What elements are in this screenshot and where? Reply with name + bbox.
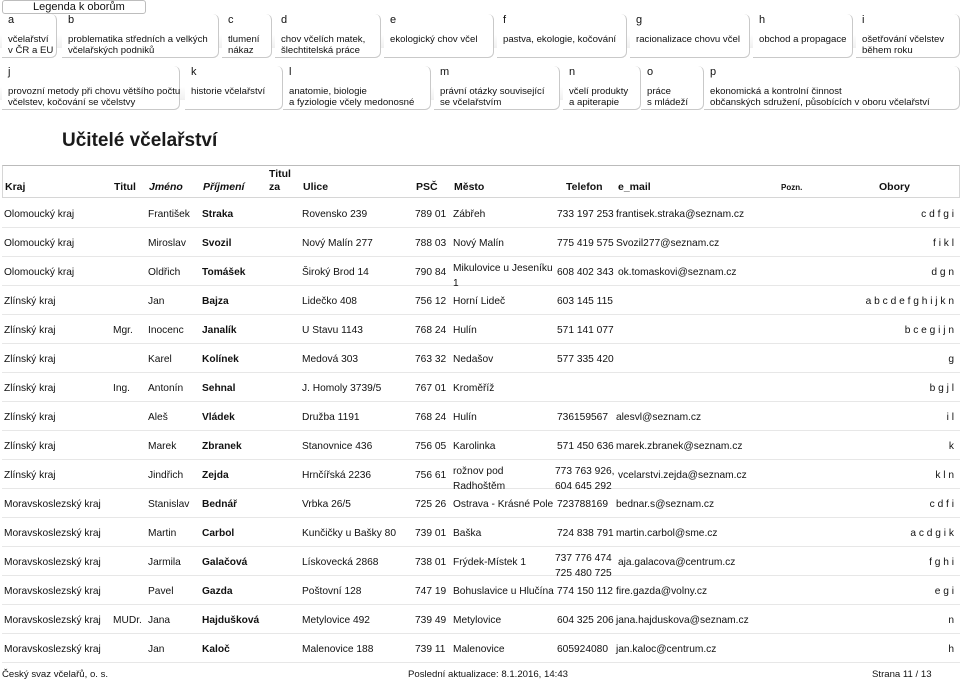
cell-mesto-line: Metylovice xyxy=(453,615,502,626)
cell-email: jana.hajduskova@seznam.cz xyxy=(616,615,749,626)
legend-text-line: ekonomická a kontrolní činnost xyxy=(710,86,842,97)
legend-text xyxy=(289,86,414,108)
cell-mesto-line: Hulín xyxy=(453,412,477,423)
legend-text xyxy=(647,86,688,108)
legend-text xyxy=(8,34,53,56)
cell-telefon-line: 571 450 636 xyxy=(557,441,614,452)
col-psc: PSČ xyxy=(416,181,438,193)
table-row xyxy=(2,489,960,518)
legend-letter: d xyxy=(281,14,288,26)
legend-text xyxy=(569,86,628,108)
cell-psc: 747 19 xyxy=(415,586,447,597)
cell-titul: Mgr. xyxy=(113,325,133,336)
footer-page-number: Strana 11 / 13 xyxy=(872,669,932,680)
cell-psc: 739 49 xyxy=(415,615,447,626)
cell-prijmeni: Zbranek xyxy=(202,441,242,452)
cell-kraj: Moravskoslezský kraj xyxy=(4,615,101,626)
legend-letter: c xyxy=(228,14,234,26)
legend-item-c xyxy=(222,14,272,58)
col-telefon: Telefon xyxy=(566,181,603,193)
legend-letter: g xyxy=(636,14,643,26)
cell-jmeno: Jana xyxy=(148,615,171,626)
legend-letter: n xyxy=(569,66,576,78)
legend-text xyxy=(710,86,930,108)
legend-letter: i xyxy=(862,14,865,26)
legend-item-f xyxy=(497,14,627,58)
cell-jmeno: Miroslav xyxy=(148,238,186,249)
cell-telefon xyxy=(557,528,614,539)
legend-text xyxy=(440,86,545,108)
cell-kraj: Zlínský kraj xyxy=(4,325,56,336)
legend-letter: h xyxy=(759,14,766,26)
cell-obory: d g n xyxy=(931,267,954,278)
cell-telefon-line: 608 402 343 xyxy=(557,267,614,278)
cell-psc: 767 01 xyxy=(415,383,447,394)
cell-mesto xyxy=(453,238,504,249)
cell-email: aja.galacova@centrum.cz xyxy=(618,557,736,568)
cell-psc: 788 03 xyxy=(415,238,447,249)
cell-mesto-line: Karolinka xyxy=(453,441,496,452)
cell-telefon-line: 604 645 292 xyxy=(555,481,612,492)
cell-telefon-line: 724 838 791 xyxy=(557,528,614,539)
cell-email: vcelarstvi.zejda@seznam.cz xyxy=(618,470,747,481)
col-titul-za-1: Titul xyxy=(269,168,291,180)
legend-text xyxy=(8,86,180,108)
legend-text-line: obchod a propagace xyxy=(759,34,847,45)
table-row xyxy=(2,402,960,431)
legend-text-line: ošetřování včelstev xyxy=(862,34,945,45)
cell-mesto xyxy=(453,383,494,394)
cell-prijmeni: Galačová xyxy=(202,557,248,568)
cell-telefon-line: 733 197 253 xyxy=(557,209,614,220)
legend-text xyxy=(503,34,616,45)
cell-email: ok.tomaskovi@seznam.cz xyxy=(618,267,737,278)
cell-telefon-line: 604 325 206 xyxy=(557,615,614,626)
cell-kraj: Olomoucký kraj xyxy=(4,238,75,249)
legend-text-line: problematika středních a velkých xyxy=(68,34,208,45)
cell-ulice: Hrnčířská 2236 xyxy=(302,470,372,481)
cell-mesto-line: Nedašov xyxy=(453,354,494,365)
cell-telefon-line: 605924080 xyxy=(557,644,608,655)
table-row xyxy=(2,431,960,460)
table-row xyxy=(2,344,960,373)
legend-text-line: ekologický chov včel xyxy=(390,34,478,45)
cell-psc: 790 84 xyxy=(415,267,447,278)
cell-ulice: Stanovnice 436 xyxy=(302,441,373,452)
col-prijmeni: Příjmení xyxy=(203,181,245,193)
cell-mesto xyxy=(453,441,495,452)
legend-text xyxy=(68,34,208,56)
legend-text-line: právní otázky související xyxy=(440,86,545,97)
table-body xyxy=(2,198,960,663)
col-pozn: Pozn. xyxy=(781,183,803,192)
cell-prijmeni: Kaloč xyxy=(202,644,230,655)
legend-item-n xyxy=(563,66,641,110)
page-title: Učitelé včelařství xyxy=(62,130,218,151)
cell-ulice: Vrbka 26/5 xyxy=(302,499,351,510)
cell-telefon xyxy=(557,296,613,307)
legend-item-b xyxy=(62,14,219,58)
col-titul-za-2: za xyxy=(269,181,281,193)
legend-text xyxy=(862,34,944,56)
cell-email: frantisek.straka@seznam.cz xyxy=(616,209,745,220)
cell-ulice: Rovensko 239 xyxy=(302,209,368,220)
legend-item-j xyxy=(2,66,180,110)
cell-kraj: Moravskoslezský kraj xyxy=(4,644,101,655)
legend-letter: l xyxy=(289,66,292,78)
cell-mesto xyxy=(453,209,485,220)
cell-kraj: Zlínský kraj xyxy=(4,383,56,394)
cell-mesto-line: Horní Lideč xyxy=(453,296,506,307)
cell-psc: 756 61 xyxy=(415,470,447,481)
cell-telefon xyxy=(557,586,613,597)
cell-jmeno: Jarmila xyxy=(148,557,181,568)
cell-ulice: Metylovice 492 xyxy=(302,615,370,626)
legend-item-h xyxy=(753,14,853,58)
legend-text-line: šlechtitelská práce xyxy=(281,45,360,56)
legend-letter: e xyxy=(390,14,397,26)
cell-psc: 739 11 xyxy=(415,644,446,655)
cell-mesto-line: Kroměříž xyxy=(453,383,495,394)
legend-item-o xyxy=(641,66,704,110)
legend-text-line: práce xyxy=(647,86,671,97)
col-ulice: Ulice xyxy=(303,181,329,193)
table-row xyxy=(2,518,960,547)
legend-text-line: anatomie, biologie xyxy=(289,86,367,97)
cell-telefon-line: 736159567 xyxy=(557,412,608,423)
cell-obory: i l xyxy=(946,412,954,423)
cell-kraj: Zlínský kraj xyxy=(4,441,56,452)
table-row xyxy=(2,634,960,663)
cell-telefon xyxy=(557,354,614,365)
col-obory: Obory xyxy=(879,181,910,193)
cell-mesto xyxy=(453,499,553,510)
legend-text-line: chov včelích matek, xyxy=(281,34,366,45)
table-row xyxy=(2,315,960,344)
cell-jmeno: Pavel xyxy=(148,586,174,597)
cell-mesto-line: Frýdek-Místek 1 xyxy=(453,557,527,568)
cell-ulice: Družba 1191 xyxy=(302,412,360,423)
cell-mesto xyxy=(453,412,477,423)
cell-telefon xyxy=(557,412,608,423)
legend-text-line: s mládeží xyxy=(647,97,689,108)
cell-kraj: Olomoucký kraj xyxy=(4,209,75,220)
cell-mesto-line: Bohuslavice u Hlučína xyxy=(453,586,554,597)
legend-text xyxy=(390,34,477,45)
cell-kraj: Zlínský kraj xyxy=(4,470,56,481)
cell-obory: a b c d e f g h i j k n xyxy=(865,296,954,307)
cell-ulice: U Stavu 1143 xyxy=(302,325,363,336)
cell-mesto xyxy=(453,586,554,597)
cell-mesto-line: Baška xyxy=(453,528,482,539)
cell-psc: 763 32 xyxy=(415,354,447,365)
cell-telefon xyxy=(557,644,608,655)
cell-psc: 725 26 xyxy=(415,499,447,510)
cell-telefon xyxy=(557,325,614,336)
legend-text-line: včelařských podniků xyxy=(68,45,155,56)
cell-email: Svozil277@seznam.cz xyxy=(616,238,720,249)
cell-prijmeni: Zejda xyxy=(202,470,229,481)
cell-ulice: Poštovní 128 xyxy=(302,586,362,597)
legend-text-line: nákaz xyxy=(228,45,254,56)
cell-psc: 756 05 xyxy=(415,441,447,452)
cell-obory: g xyxy=(948,354,954,365)
cell-mesto-line: Radhoštěm xyxy=(453,481,506,492)
cell-ulice: Nový Malín 277 xyxy=(302,238,373,249)
legend-text xyxy=(191,86,265,97)
cell-psc: 789 01 xyxy=(415,209,447,220)
footer-last-update: Poslední aktualizace: 8.1.2016, 14:43 xyxy=(408,669,569,680)
cell-mesto-line: rožnov pod xyxy=(453,466,504,477)
cell-jmeno: Marek xyxy=(148,441,177,452)
legend-item-p xyxy=(704,66,960,110)
cell-email: martin.carbol@sme.cz xyxy=(616,528,718,539)
cell-email: jan.kaloc@centrum.cz xyxy=(616,644,717,655)
legend-letter: a xyxy=(8,14,15,26)
legend-item-i xyxy=(856,14,960,58)
col-jmeno: Jméno xyxy=(149,181,183,193)
legend-text-line: občanských sdružení, působících v oboru včelařství xyxy=(710,97,930,108)
cell-mesto xyxy=(453,296,505,307)
cell-mesto xyxy=(453,528,481,539)
cell-kraj: Zlínský kraj xyxy=(4,296,56,307)
cell-kraj: Moravskoslezský kraj xyxy=(4,586,101,597)
cell-obory: a c d g i k xyxy=(910,528,954,539)
teachers-table xyxy=(2,165,960,663)
cell-telefon xyxy=(557,615,614,626)
table-row xyxy=(2,460,960,492)
cell-prijmeni: Kolínek xyxy=(202,354,239,365)
cell-obory: f i k l xyxy=(933,238,954,249)
page-footer xyxy=(0,668,960,681)
cell-obory: b c e g i j n xyxy=(904,325,954,336)
cell-ulice: Malenovice 188 xyxy=(302,644,374,655)
legend-text-line: včelstev, kočování se včelstvy xyxy=(8,97,136,108)
table-row xyxy=(2,576,960,605)
cell-jmeno: Jan xyxy=(148,296,165,307)
legend-title: Legenda k oborům xyxy=(2,0,146,14)
legend-text-line: pastva, ekologie, kočování xyxy=(503,34,617,45)
cell-obory: c d f g i xyxy=(921,209,954,220)
cell-kraj: Moravskoslezský kraj xyxy=(4,499,101,510)
cell-mesto xyxy=(453,644,505,655)
legend-text-line: během roku xyxy=(862,45,913,56)
cell-telefon-line: 577 335 420 xyxy=(557,354,614,365)
cell-kraj: Moravskoslezský kraj xyxy=(4,528,101,539)
legend-text-line: historie včelařství xyxy=(191,86,266,97)
table-row xyxy=(2,286,960,315)
cell-obory: k l n xyxy=(935,470,954,481)
cell-mesto-line: Ostrava - Krásné Pole xyxy=(453,499,554,510)
cell-prijmeni: Carbol xyxy=(202,528,235,539)
cell-telefon xyxy=(557,209,614,220)
cell-kraj: Zlínský kraj xyxy=(4,354,56,365)
legend-text-line: v ČR a EU xyxy=(8,45,54,56)
cell-email: bednar.s@seznam.cz xyxy=(616,499,715,510)
cell-obory: n xyxy=(948,615,954,626)
legend-text-line: tlumení xyxy=(228,34,260,45)
cell-psc: 738 01 xyxy=(415,557,447,568)
cell-mesto xyxy=(453,354,493,365)
legend-text-line: včelí produkty xyxy=(569,86,629,97)
cell-obory: h xyxy=(948,644,954,655)
cell-telefon xyxy=(557,441,614,452)
cell-ulice: Medová 303 xyxy=(302,354,359,365)
legend-text xyxy=(636,34,740,45)
cell-obory: c d f i xyxy=(929,499,954,510)
cell-email: marek.zbranek@seznam.cz xyxy=(616,441,743,452)
cell-email: fire.gazda@volny.cz xyxy=(616,586,708,597)
cell-ulice: Lískovecká 2868 xyxy=(302,557,379,568)
cell-telefon-line: 571 141 077 xyxy=(557,325,614,336)
cell-telefon-line: 725 480 725 xyxy=(555,568,612,579)
cell-telefon-line: 723788169 xyxy=(557,499,608,510)
legend-letter: o xyxy=(647,66,654,78)
cell-telefon-line: 775 419 575 xyxy=(557,238,614,249)
legend-text-line: a apiterapie xyxy=(569,97,620,108)
table-header xyxy=(2,165,960,198)
legend-text xyxy=(759,34,846,45)
cell-prijmeni: Hajdušková xyxy=(202,615,260,626)
cell-telefon xyxy=(557,267,614,278)
cell-jmeno: František xyxy=(148,209,190,220)
cell-jmeno: Jindřich xyxy=(148,470,184,481)
cell-telefon-line: 774 150 112 xyxy=(557,586,613,597)
legend-item-e xyxy=(384,14,494,58)
cell-prijmeni: Janalík xyxy=(202,325,237,336)
cell-mesto-line: Nový Malín xyxy=(453,238,504,249)
legend-item-l xyxy=(283,66,431,110)
cell-telefon xyxy=(557,499,608,510)
legend-text-line: se včelařstvím xyxy=(440,97,502,108)
cell-jmeno: Stanislav xyxy=(148,499,190,510)
legend-text-line: racionalizace chovu včel xyxy=(636,34,740,45)
cell-ulice: Lidečko 408 xyxy=(302,296,357,307)
cell-jmeno: Aleš xyxy=(148,412,168,423)
cell-mesto-line: Zábřeh xyxy=(453,209,486,220)
col-titul: Titul xyxy=(114,181,136,193)
table-row xyxy=(2,373,960,402)
cell-obory: b g j l xyxy=(929,383,954,394)
cell-kraj: Zlínský kraj xyxy=(4,412,56,423)
cell-mesto-line: Hulín xyxy=(453,325,477,336)
legend-letter: k xyxy=(191,66,197,78)
cell-mesto xyxy=(453,557,526,568)
cell-psc: 768 24 xyxy=(415,325,447,336)
cell-titul: MUDr. xyxy=(113,615,142,626)
cell-jmeno: Martin xyxy=(148,528,177,539)
cell-mesto-line: Mikulovice u Jeseníku xyxy=(453,263,553,274)
cell-psc: 739 01 xyxy=(415,528,447,539)
cell-titul: Ing. xyxy=(113,383,130,394)
legend-letter: b xyxy=(68,14,75,26)
table-row xyxy=(2,199,960,228)
legend-letter: p xyxy=(710,66,717,78)
cell-kraj: Olomoucký kraj xyxy=(4,267,75,278)
cell-prijmeni: Gazda xyxy=(202,586,233,597)
table-row xyxy=(2,547,960,579)
cell-telefon-line: 603 145 115 xyxy=(557,296,613,307)
table-row xyxy=(2,257,960,289)
legend-text-line: provozní metody při chovu většího počtu xyxy=(8,86,181,97)
cell-prijmeni: Bednář xyxy=(202,499,238,510)
col-email: e_mail xyxy=(618,181,651,193)
cell-prijmeni: Straka xyxy=(202,209,234,220)
cell-prijmeni: Svozil xyxy=(202,238,232,249)
legend-text xyxy=(228,34,259,56)
legend-text xyxy=(281,34,365,56)
legend-item-k xyxy=(185,66,283,110)
legend-text-line: a fyziologie včely medonosné xyxy=(289,97,415,108)
cell-mesto-line: Malenovice xyxy=(453,644,505,655)
cell-telefon-line: 737 776 474 xyxy=(555,553,612,564)
legend-letter: j xyxy=(8,66,11,78)
cell-obory: e g i xyxy=(934,586,954,597)
cell-jmeno: Karel xyxy=(148,354,172,365)
legend-item-a xyxy=(2,14,57,58)
cell-obory: k xyxy=(948,441,954,452)
cell-mesto xyxy=(453,325,477,336)
cell-mesto xyxy=(453,615,501,626)
cell-telefon xyxy=(557,238,614,249)
cell-ulice: Široký Brod 14 xyxy=(302,267,369,278)
legend-item-d xyxy=(275,14,381,58)
cell-jmeno: Antonín xyxy=(148,383,184,394)
legend-item-g xyxy=(630,14,750,58)
cell-ulice: J. Homoly 3739/5 xyxy=(302,383,382,394)
cell-prijmeni: Sehnal xyxy=(202,383,236,394)
legend-item-m xyxy=(434,66,560,110)
cell-psc: 756 12 xyxy=(415,296,447,307)
table-row xyxy=(2,605,960,634)
cell-prijmeni: Tomášek xyxy=(202,267,246,278)
cell-obory: f g h i xyxy=(929,557,954,568)
legend-letter: f xyxy=(503,14,507,26)
cell-prijmeni: Bajza xyxy=(202,296,229,307)
cell-kraj: Moravskoslezský kraj xyxy=(4,557,101,568)
cell-prijmeni: Vládek xyxy=(202,412,235,423)
cell-psc: 768 24 xyxy=(415,412,447,423)
footer-organization: Český svaz včelařů, o. s. xyxy=(2,669,109,680)
cell-telefon-line: 773 763 926, xyxy=(555,466,615,477)
cell-jmeno: Oldřich xyxy=(148,267,181,278)
cell-jmeno: Inocenc xyxy=(148,325,184,336)
cell-ulice: Kunčičky u Bašky 80 xyxy=(302,528,396,539)
table-row xyxy=(2,228,960,257)
cell-mesto-line: 1 xyxy=(453,278,459,289)
cell-jmeno: Jan xyxy=(148,644,165,655)
legend-text-line: včelařství xyxy=(8,34,49,45)
col-mesto: Město xyxy=(454,181,485,193)
col-kraj: Kraj xyxy=(5,181,26,193)
cell-email: alesvl@seznam.cz xyxy=(616,412,702,423)
legend-letter: m xyxy=(440,66,450,78)
